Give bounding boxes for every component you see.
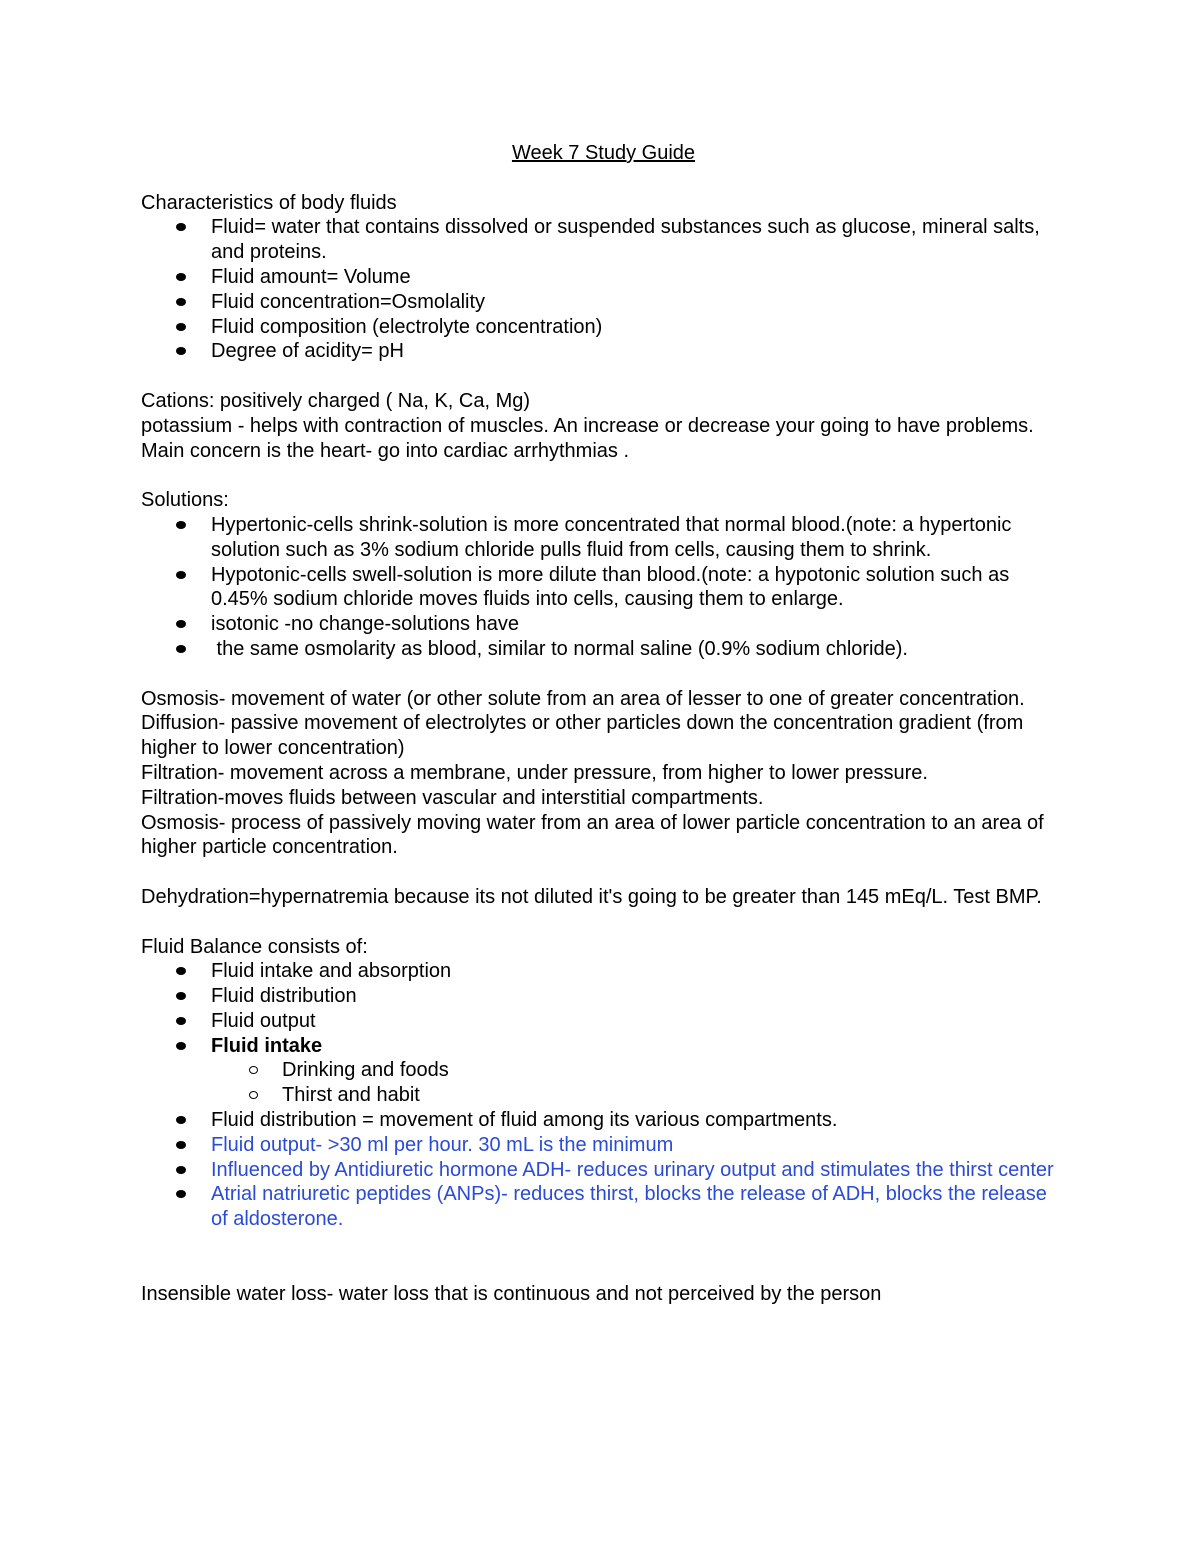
- definition-osmosis-process: Osmosis- process of passively moving water from an area of lower particle concentration to an area of higher particle concentration.: [141, 811, 1044, 859]
- solutions-heading: Solutions:: [141, 489, 229, 512]
- list-item: Fluid distribution: [141, 984, 1066, 1009]
- bullet-icon: [176, 1166, 186, 1174]
- spacer: [141, 910, 1066, 935]
- list-item: Atrial natriuretic peptides (ANPs)- reduces thirst, blocks the release of ADH, blocks the release of aldosterone.: [141, 1182, 1066, 1232]
- bullet-icon: [176, 645, 186, 653]
- bullet-icon: [176, 323, 186, 331]
- bullet-icon: [176, 347, 186, 355]
- bullet-icon: [176, 298, 186, 306]
- bullet-icon: [176, 571, 186, 579]
- spacer: [141, 860, 1066, 885]
- list-item: Fluid amount= Volume: [141, 265, 1066, 290]
- list-item: Fluid intake: [141, 1034, 1066, 1059]
- bullet-icon: [176, 620, 186, 628]
- definition-filtration: Filtration- movement across a membrane, under pressure, from higher to lower pressure.: [141, 761, 928, 784]
- spacer: [141, 364, 1066, 389]
- fluid-balance-list-continued: [141, 1108, 1066, 1232]
- fluid-intake-sublist: [141, 1058, 1066, 1108]
- list-item: Influenced by Antidiuretic hormone ADH- reduces urinary output and stimulates the thirst center: [141, 1158, 1066, 1183]
- list-item: Fluid composition (electrolyte concentration): [141, 315, 1066, 340]
- list-item: Fluid distribution = movement of fluid among its various compartments.: [141, 1108, 1066, 1133]
- cations-line: Cations: positively charged ( Na, K, Ca, Mg): [141, 389, 531, 412]
- characteristics-heading: Characteristics of body fluids: [141, 191, 397, 214]
- list-item: Fluid= water that contains dissolved or suspended substances such as glucose, mineral salts, and proteins.: [141, 215, 1066, 265]
- spacer: [141, 166, 1066, 191]
- list-item: Fluid intake and absorption: [141, 959, 1066, 984]
- spacer: [141, 662, 1066, 687]
- potassium-line: potassium - helps with contraction of muscles. An increase or decrease your going to have problems. Main concern is the heart- go into cardiac arrhythmias .: [141, 414, 1034, 462]
- list-item: Fluid concentration=Osmolality: [141, 290, 1066, 315]
- list-item: Hypotonic-cells swell-solution is more dilute than blood.(note: a hypotonic solution such as 0.45% sodium chloride moves fluids into cells, causing them to enlarge.: [141, 563, 1066, 613]
- bullet-icon: [176, 1141, 186, 1149]
- bullet-icon: [176, 521, 186, 529]
- list-item: the same osmolarity as blood, similar to normal saline (0.9% sodium chloride).: [141, 637, 1066, 662]
- spacer: [141, 463, 1066, 488]
- fluid-balance-heading: Fluid Balance consists of:: [141, 935, 368, 958]
- definition-osmosis: Osmosis- movement of water (or other solute from an area of lesser to one of greater concentration.: [141, 687, 1025, 710]
- document-page: [141, 141, 1066, 1306]
- fluid-balance-list: [141, 959, 1066, 1058]
- document-title: Week 7 Study Guide: [511, 142, 696, 164]
- sub-list-item: Drinking and foods: [141, 1058, 1066, 1083]
- bullet-icon: [176, 223, 186, 231]
- list-item: Fluid output- >30 ml per hour. 30 mL is the minimum: [141, 1133, 1066, 1158]
- bullet-icon: [176, 967, 186, 975]
- spacer: [141, 1232, 1066, 1282]
- bullet-icon: [176, 1042, 186, 1050]
- insensible-line: Insensible water loss- water loss that is continuous and not perceived by the person: [141, 1282, 882, 1305]
- definition-filtration-compartments: Filtration-moves fluids between vascular and interstitial compartments.: [141, 786, 764, 809]
- characteristics-list: [141, 215, 1066, 364]
- list-item: Degree of acidity= pH: [141, 339, 1066, 364]
- bullet-icon: [176, 1116, 186, 1124]
- dehydration-line: Dehydration=hypernatremia because its not diluted it's going to be greater than 145 mEq/L. Test BMP.: [141, 885, 1042, 908]
- bullet-icon: [176, 992, 186, 1000]
- sub-list-item: Thirst and habit: [141, 1083, 1066, 1108]
- definition-diffusion: Diffusion- passive movement of electrolytes or other particles down the concentration gradient (from higher to lower concentration): [141, 712, 1024, 760]
- bullet-icon: [176, 1190, 186, 1198]
- list-item: Hypertonic-cells shrink-solution is more concentrated that normal blood.(note: a hypertonic solution such as 3% sodium chloride pulls fluid from cells, causing them to shrink.: [141, 513, 1066, 563]
- list-item: Fluid output: [141, 1009, 1066, 1034]
- solutions-list: [141, 513, 1066, 662]
- hollow-bullet-icon: [249, 1066, 258, 1074]
- list-item: isotonic -no change-solutions have: [141, 612, 1066, 637]
- bullet-icon: [176, 273, 186, 281]
- bullet-icon: [176, 1017, 186, 1025]
- hollow-bullet-icon: [249, 1091, 258, 1099]
